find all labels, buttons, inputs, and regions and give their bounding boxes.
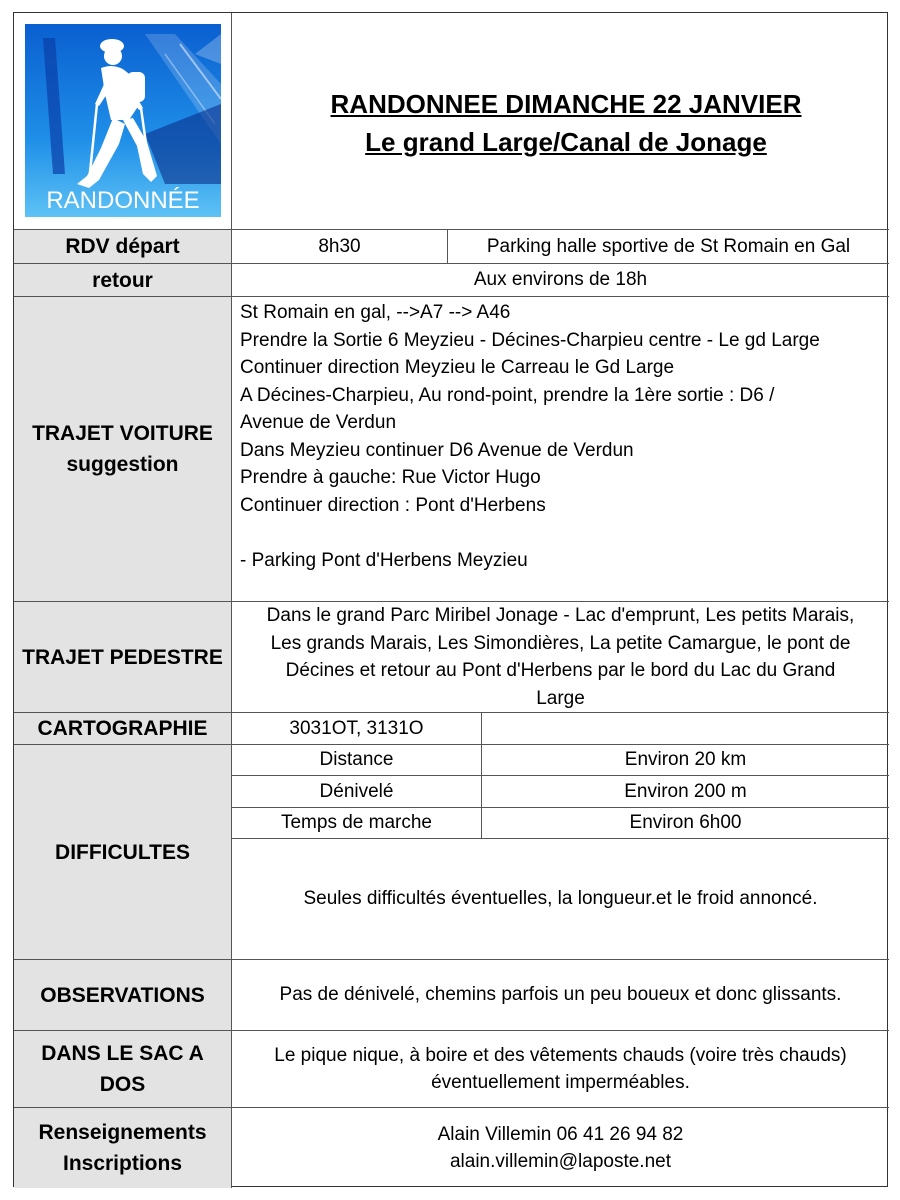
- trajet-voiture-label: [14, 297, 231, 601]
- renseignements-label-line-2: Inscriptions: [62, 1152, 183, 1175]
- cartographie-label: CARTOGRAPHIE: [37, 717, 208, 740]
- direction-line: Continuer direction Meyzieu le Carreau le Gd Large: [240, 357, 675, 378]
- logo-text: RANDONNÉE: [46, 187, 200, 214]
- sac-label-line-2: DOS: [99, 1073, 146, 1096]
- route-line: Les grands Marais, Les Simondières, La petite Camargue, le pont de: [270, 632, 851, 654]
- contact-name-phone: Alain Villemin 06 41 26 94 82: [437, 1123, 684, 1145]
- title-line-1: RANDONNEE DIMANCHE 22 JANVIER: [330, 89, 802, 119]
- sac-line-1: Le pique nique, à boire et des vêtements chauds (voire très chauds): [274, 1044, 847, 1066]
- observations-label: OBSERVATIONS: [40, 983, 205, 1007]
- denivele-value: Environ 200 m: [624, 780, 747, 802]
- retour-value: Aux environs de 18h: [473, 269, 648, 291]
- randonnee-logo: [25, 24, 221, 217]
- direction-line: A Décines-Charpieu, Au rond-point, prendre la 1ère sortie : D6 /: [240, 384, 775, 406]
- trajet-voiture-directions: [240, 299, 880, 574]
- direction-line: Prendre à gauche: Rue Victor Hugo: [240, 467, 541, 488]
- direction-line: Continuer direction : Pont d'Herbens: [240, 494, 546, 516]
- sac-label-line-1: DANS LE SAC A: [41, 1042, 204, 1065]
- trajet-pedestre-label: TRAJET PEDESTRE: [22, 645, 223, 669]
- distance-label: Distance: [319, 749, 394, 771]
- trajet-voiture-label-line-1: TRAJET VOITURE: [32, 422, 213, 445]
- trajet-pedestre-route: [232, 602, 889, 712]
- observations-value: Pas de dénivelé, chemins parfois un peu boueux et donc glissants.: [279, 984, 842, 1006]
- cartographie-value: 3031OT, 3131O: [289, 717, 424, 739]
- temps-marche-label: Temps de marche: [280, 812, 432, 834]
- route-line: Dans le grand Parc Miribel Jonage - Lac d'emprunt, Les petits Marais,: [266, 605, 855, 626]
- rdv-place: Parking halle sportive de St Romain en Gal: [486, 235, 851, 257]
- route-line: Décines et retour au Pont d'Herbens par le bord du Lac du Grand: [285, 660, 836, 681]
- direction-line: [240, 519, 880, 547]
- route-line: Large: [536, 687, 585, 709]
- direction-line: - Parking Pont d'Herbens Meyzieu: [240, 549, 528, 571]
- renseignements-label-line-1: Renseignements: [38, 1121, 207, 1144]
- contact-email[interactable]: alain.villemin@laposte.net: [449, 1151, 671, 1172]
- contact-info: [232, 1108, 889, 1188]
- sac-line-2: éventuellement imperméables.: [431, 1072, 690, 1093]
- direction-line: Dans Meyzieu continuer D6 Avenue de Verdun: [240, 439, 634, 461]
- difficultes-label: DIFFICULTES: [55, 840, 190, 864]
- trajet-voiture-label-line-2: suggestion: [66, 453, 179, 476]
- sac-contents: [232, 1031, 889, 1107]
- rdv-label: RDV départ: [65, 235, 180, 258]
- direction-line: Prendre la Sortie 6 Meyzieu - Décines-Charpieu centre - Le gd Large: [240, 329, 820, 351]
- hike-info-sheet: [13, 12, 888, 1187]
- direction-line: Avenue de Verdun: [240, 412, 397, 433]
- title-line-2: Le grand Large/Canal de Jonage: [365, 127, 767, 157]
- cartographie-extra: [482, 713, 889, 744]
- hiker-logo-icon: [25, 24, 221, 217]
- direction-line: St Romain en gal, -->A7 --> A46: [240, 302, 511, 323]
- rdv-time: 8h30: [318, 235, 361, 257]
- distance-value: Environ 20 km: [624, 749, 747, 771]
- renseignements-label: [14, 1108, 231, 1188]
- difficultes-note: Seules difficultés éventuelles, la longueur.et le froid annoncé.: [303, 888, 818, 910]
- sac-label: [14, 1031, 231, 1107]
- page-title: [246, 85, 886, 161]
- denivele-label: Dénivelé: [319, 780, 394, 802]
- retour-label: retour: [92, 268, 153, 292]
- temps-marche-value: Environ 6h00: [629, 812, 742, 834]
